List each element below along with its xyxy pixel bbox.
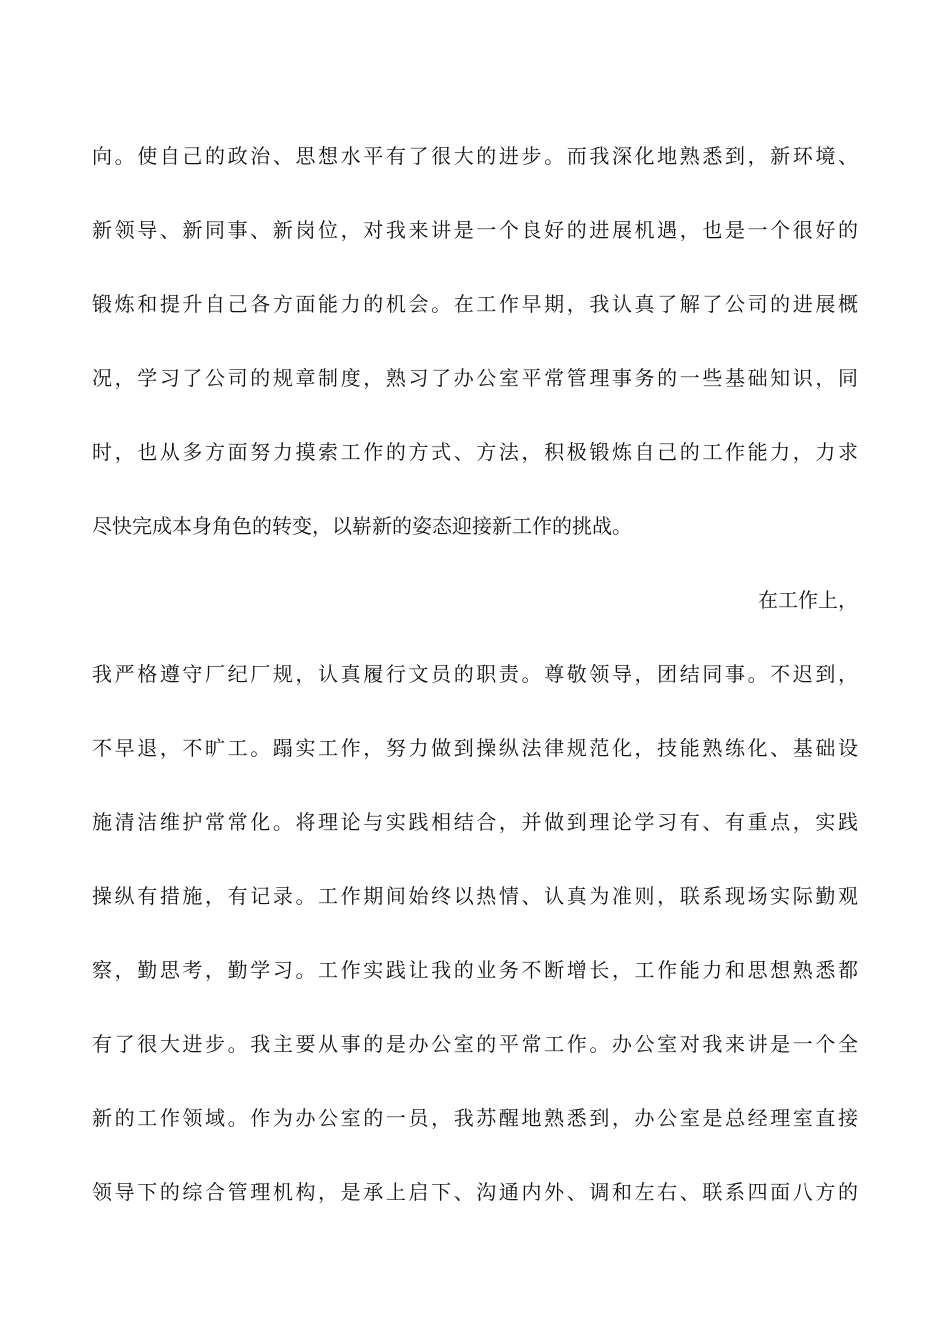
text-line-12: 察，勤思考，勤学习。工作实践让我的业务不断增长，工作能力和思想熟悉都 [92, 958, 858, 982]
text-line-10: 施清洁维护常常化。将理论与实践相结合，并做到理论学习有、有重点，实践 [92, 810, 858, 834]
text-line-13: 有了很大进步。我主要从事的是办公室的平常工作。办公室对我来讲是一个全 [92, 1032, 858, 1056]
text-line-11: 操纵有措施，有记录。工作期间始终以热情、认真为准则，联系现场实际勤观 [92, 884, 858, 908]
text-line-8: 我严格遵守厂纪厂规，认真履行文员的职责。尊敬领导，团结同事。不迟到， [92, 662, 858, 686]
text-line-4: 况，学习了公司的规章制度，熟习了办公室平常管理事务的一些基础知识，同 [92, 366, 858, 390]
text-line-2: 新领导、新同事、新岗位，对我来讲是一个良好的进展机遇，也是一个很好的 [92, 218, 858, 242]
text-line-6: 尽快完成本身角色的转变，以崭新的姿态迎接新工作的挑战。 [92, 514, 632, 538]
text-line-15: 领导下的综合管理机构，是承上启下、沟通内外、调和左右、联系四面八方的 [92, 1180, 858, 1204]
text-line-9: 不早退，不旷工。蹋实工作，努力做到操纵法律规范化，技能熟练化、基础设 [92, 736, 858, 760]
text-line-14: 新的工作领域。作为办公室的一员，我苏醒地熟悉到，办公室是总经理室直接 [92, 1106, 858, 1130]
text-line-5: 时，也从多方面努力摸索工作的方式、方法，积极锻炼自己的工作能力，力求 [92, 440, 858, 464]
text-line-7: 在工作上， [758, 588, 858, 612]
text-line-3: 锻炼和提升自己各方面能力的机会。在工作早期，我认真了解了公司的进展概 [92, 292, 858, 316]
text-line-1: 向。使自己的政治、思想水平有了很大的进步。而我深化地熟悉到，新环境、 [92, 144, 858, 168]
